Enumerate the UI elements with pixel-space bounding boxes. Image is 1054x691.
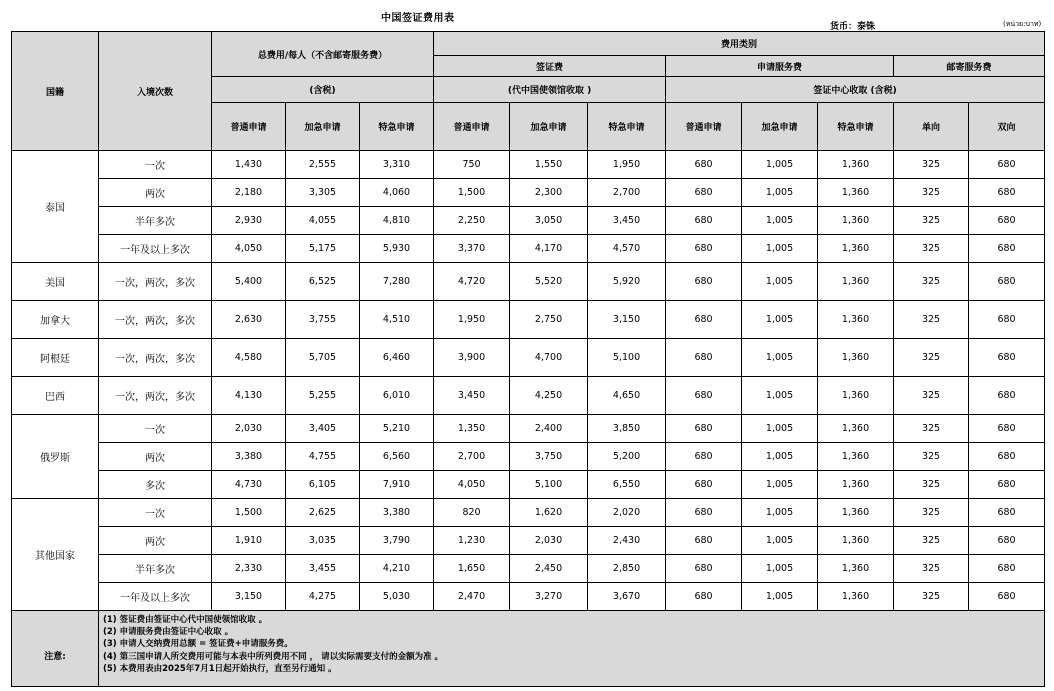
- fee-cell: 3,050: [510, 207, 588, 235]
- fee-cell: 3,455: [286, 555, 360, 583]
- header-visa-urgent: 特急申请: [588, 103, 666, 151]
- header-visa-fee: 签证费: [434, 56, 666, 77]
- fee-cell: 5,200: [588, 443, 666, 471]
- fee-cell: 680: [969, 339, 1045, 377]
- fee-cell: 2,250: [434, 207, 510, 235]
- entries-cell: 一年及以上多次: [99, 235, 212, 263]
- fee-cell: 1,360: [818, 263, 894, 301]
- fee-cell: 4,210: [360, 555, 434, 583]
- fee-cell: 4,755: [286, 443, 360, 471]
- visa-fee-table: [11, 31, 1045, 687]
- fee-cell: 325: [894, 377, 969, 415]
- fee-cell: 5,255: [286, 377, 360, 415]
- fee-cell: 2,700: [434, 443, 510, 471]
- fee-cell: 3,380: [360, 499, 434, 527]
- fee-cell: 680: [969, 443, 1045, 471]
- fee-cell: 325: [894, 207, 969, 235]
- fee-cell: 2,630: [212, 301, 286, 339]
- fee-cell: 2,180: [212, 179, 286, 207]
- fee-cell: 680: [969, 151, 1045, 179]
- fee-cell: 1,005: [742, 151, 818, 179]
- fee-cell: 1,360: [818, 339, 894, 377]
- nationality-cell: 巴西: [12, 377, 99, 415]
- fee-cell: 4,580: [212, 339, 286, 377]
- fee-cell: 1,005: [742, 583, 818, 611]
- fee-cell: 1,005: [742, 377, 818, 415]
- entries-cell: 多次: [99, 471, 212, 499]
- fee-cell: 680: [969, 415, 1045, 443]
- fee-cell: 680: [666, 207, 742, 235]
- header-service-fee: 申请服务费: [666, 56, 894, 77]
- entries-cell: 一次，两次，多次: [99, 301, 212, 339]
- header-fee-type: 费用类别: [434, 32, 1045, 56]
- table-row: [12, 207, 1045, 235]
- fee-cell: 4,720: [434, 263, 510, 301]
- header-visa-normal: 普通申请: [434, 103, 510, 151]
- entries-cell: 半年多次: [99, 207, 212, 235]
- table-row: [12, 235, 1045, 263]
- fee-cell: 680: [969, 377, 1045, 415]
- fee-cell: 680: [666, 151, 742, 179]
- fee-cell: 2,930: [212, 207, 286, 235]
- entries-cell: 两次: [99, 443, 212, 471]
- notes-label: 注意:: [12, 611, 99, 687]
- entries-cell: 一次，两次，多次: [99, 339, 212, 377]
- fee-cell: 3,850: [588, 415, 666, 443]
- fee-cell: 680: [666, 415, 742, 443]
- header-total-tax: (含税): [212, 77, 434, 103]
- fee-cell: 2,030: [510, 527, 588, 555]
- fee-cell: 1,360: [818, 207, 894, 235]
- fee-cell: 1,360: [818, 301, 894, 339]
- fee-cell: 6,550: [588, 471, 666, 499]
- currency-label: 货币：泰铢: [830, 22, 876, 32]
- table-row: [12, 377, 1045, 415]
- header-mail-one-way: 单向: [894, 103, 969, 151]
- fee-cell: 750: [434, 151, 510, 179]
- page-title: 中国签证费用表: [381, 13, 455, 24]
- fee-cell: 2,330: [212, 555, 286, 583]
- fee-cell: 1,360: [818, 235, 894, 263]
- fee-cell: 2,300: [510, 179, 588, 207]
- notes-cell: [99, 611, 1045, 687]
- fee-cell: 1,950: [434, 301, 510, 339]
- header-total-urgent: 特急申请: [360, 103, 434, 151]
- table-row: [12, 555, 1045, 583]
- fee-cell: 3,750: [510, 443, 588, 471]
- entries-cell: 一次，两次，多次: [99, 377, 212, 415]
- header-total-normal: 普通申请: [212, 103, 286, 151]
- fee-cell: 1,430: [212, 151, 286, 179]
- fee-cell: 1,005: [742, 415, 818, 443]
- fee-cell: 4,700: [510, 339, 588, 377]
- fee-cell: 3,670: [588, 583, 666, 611]
- header-service-normal: 普通申请: [666, 103, 742, 151]
- table-row: [12, 527, 1045, 555]
- fee-cell: 4,275: [286, 583, 360, 611]
- fee-cell: 6,525: [286, 263, 360, 301]
- fee-cell: 1,005: [742, 179, 818, 207]
- header-visa-fee-sub: (代中国使领馆收取 ): [434, 77, 666, 103]
- fee-cell: 7,280: [360, 263, 434, 301]
- fee-cell: 7,910: [360, 471, 434, 499]
- table-row: [12, 179, 1045, 207]
- fee-cell: 325: [894, 415, 969, 443]
- fee-cell: 1,910: [212, 527, 286, 555]
- table-row: [12, 151, 1045, 179]
- fee-cell: 2,450: [510, 555, 588, 583]
- fee-cell: 2,030: [212, 415, 286, 443]
- fee-cell: 1,360: [818, 583, 894, 611]
- table-row: [12, 499, 1045, 527]
- fee-cell: 1,005: [742, 443, 818, 471]
- fee-cell: 1,360: [818, 471, 894, 499]
- fee-cell: 325: [894, 527, 969, 555]
- fee-cell: 2,555: [286, 151, 360, 179]
- fee-cell: 3,270: [510, 583, 588, 611]
- header-entries: 入境次数: [99, 32, 212, 151]
- fee-cell: 6,105: [286, 471, 360, 499]
- fee-cell: 1,350: [434, 415, 510, 443]
- fee-cell: 325: [894, 499, 969, 527]
- fee-cell: 4,170: [510, 235, 588, 263]
- header-total: 总费用/每人（不含邮寄服务费）: [212, 32, 434, 77]
- table-row: [12, 583, 1045, 611]
- fee-cell: 5,400: [212, 263, 286, 301]
- fee-cell: 1,005: [742, 339, 818, 377]
- fee-cell: 680: [969, 583, 1045, 611]
- entries-cell: 一次，两次，多次: [99, 263, 212, 301]
- fee-cell: 1,005: [742, 527, 818, 555]
- fee-cell: 2,850: [588, 555, 666, 583]
- nationality-cell: 泰国: [12, 151, 99, 263]
- fee-cell: 325: [894, 443, 969, 471]
- nationality-cell: 俄罗斯: [12, 415, 99, 499]
- fee-cell: 5,705: [286, 339, 360, 377]
- fee-cell: 1,005: [742, 263, 818, 301]
- header-visa-express: 加急申请: [510, 103, 588, 151]
- fee-cell: 1,360: [818, 555, 894, 583]
- fee-cell: 3,150: [588, 301, 666, 339]
- table-row: [12, 471, 1045, 499]
- fee-cell: 680: [969, 207, 1045, 235]
- fee-cell: 5,175: [286, 235, 360, 263]
- note-item: (3) 申请人交纳费用总额 = 签证费+申请服务费。: [103, 639, 293, 650]
- fee-cell: 325: [894, 235, 969, 263]
- fee-cell: 6,010: [360, 377, 434, 415]
- fee-cell: 680: [969, 527, 1045, 555]
- fee-cell: 4,570: [588, 235, 666, 263]
- header-mail-fee: 邮寄服务费: [894, 56, 1045, 77]
- note-item: (1) 签证费由签证中心代中国使领馆收取 。: [103, 615, 268, 625]
- header-service-express: 加急申请: [742, 103, 818, 151]
- header-mail-two-way: 双向: [969, 103, 1045, 151]
- fee-cell: 4,510: [360, 301, 434, 339]
- fee-cell: 4,650: [588, 377, 666, 415]
- fee-cell: 1,005: [742, 235, 818, 263]
- fee-cell: 680: [969, 263, 1045, 301]
- fee-cell: 5,100: [510, 471, 588, 499]
- fee-cell: 3,370: [434, 235, 510, 263]
- fee-cell: 2,430: [588, 527, 666, 555]
- fee-cell: 1,360: [818, 527, 894, 555]
- fee-cell: 2,700: [588, 179, 666, 207]
- fee-cell: 2,020: [588, 499, 666, 527]
- entries-cell: 一年及以上多次: [99, 583, 212, 611]
- fee-cell: 680: [969, 301, 1045, 339]
- fee-cell: 1,360: [818, 377, 894, 415]
- fee-cell: 680: [666, 527, 742, 555]
- fee-cell: 325: [894, 583, 969, 611]
- fee-cell: 325: [894, 179, 969, 207]
- nationality-cell: 阿根廷: [12, 339, 99, 377]
- fee-cell: 5,520: [510, 263, 588, 301]
- fee-cell: 3,305: [286, 179, 360, 207]
- fee-cell: 4,060: [360, 179, 434, 207]
- table-row: [12, 301, 1045, 339]
- fee-cell: 1,650: [434, 555, 510, 583]
- fee-cell: 680: [666, 235, 742, 263]
- fee-cell: 680: [666, 179, 742, 207]
- table-row: [12, 443, 1045, 471]
- fee-cell: 680: [969, 555, 1045, 583]
- fee-cell: 680: [969, 499, 1045, 527]
- fee-cell: 3,405: [286, 415, 360, 443]
- fee-cell: 3,450: [588, 207, 666, 235]
- fee-cell: 4,050: [212, 235, 286, 263]
- fee-cell: 1,500: [212, 499, 286, 527]
- note-item: (2) 申请服务费由签证中心收取 。: [103, 627, 234, 638]
- header-center-sub: 签证中心收取 (含税): [666, 77, 1045, 103]
- fee-cell: 1,005: [742, 555, 818, 583]
- fee-cell: 3,150: [212, 583, 286, 611]
- entries-cell: 两次: [99, 527, 212, 555]
- fee-cell: 4,810: [360, 207, 434, 235]
- header-service-urgent: 特急申请: [818, 103, 894, 151]
- note-item: (4) 第三国申请人所交费用可能与本表中所列费用不同 ， 请以实际需要支付的金额为准 。: [103, 651, 444, 662]
- fee-cell: 1,360: [818, 151, 894, 179]
- fee-cell: 325: [894, 339, 969, 377]
- fee-cell: 2,625: [286, 499, 360, 527]
- fee-cell: 325: [894, 151, 969, 179]
- table-row: [12, 263, 1045, 301]
- fee-cell: 2,470: [434, 583, 510, 611]
- fee-cell: 5,030: [360, 583, 434, 611]
- fee-cell: 680: [666, 443, 742, 471]
- fee-cell: 5,930: [360, 235, 434, 263]
- fee-cell: 4,055: [286, 207, 360, 235]
- fee-cell: 3,380: [212, 443, 286, 471]
- fee-cell: 4,130: [212, 377, 286, 415]
- fee-cell: 680: [969, 471, 1045, 499]
- fee-cell: 3,790: [360, 527, 434, 555]
- table-row: [12, 339, 1045, 377]
- fee-cell: 1,360: [818, 415, 894, 443]
- fee-cell: 1,950: [588, 151, 666, 179]
- fee-cell: 2,400: [510, 415, 588, 443]
- fee-cell: 3,310: [360, 151, 434, 179]
- fee-cell: 1,360: [818, 499, 894, 527]
- header-total-express: 加急申请: [286, 103, 360, 151]
- fee-cell: 1,005: [742, 301, 818, 339]
- entries-cell: 半年多次: [99, 555, 212, 583]
- fee-cell: 5,210: [360, 415, 434, 443]
- fee-cell: 325: [894, 555, 969, 583]
- entries-cell: 一次: [99, 151, 212, 179]
- note-item: (5) 本费用表由2025年7月1日起开始执行，直至另行通知 。: [103, 663, 337, 674]
- fee-cell: 680: [666, 499, 742, 527]
- entries-cell: 一次: [99, 499, 212, 527]
- fee-cell: 680: [969, 179, 1045, 207]
- fee-cell: 1,005: [742, 207, 818, 235]
- fee-cell: 680: [666, 583, 742, 611]
- table-row: [12, 415, 1045, 443]
- fee-cell: 4,730: [212, 471, 286, 499]
- fee-cell: 325: [894, 263, 969, 301]
- unit-label: (หน่วย:บาท): [1003, 20, 1042, 28]
- fee-cell: 4,050: [434, 471, 510, 499]
- fee-cell: 680: [666, 377, 742, 415]
- entries-cell: 一次: [99, 415, 212, 443]
- fee-cell: 680: [666, 339, 742, 377]
- fee-cell: 3,900: [434, 339, 510, 377]
- fee-cell: 680: [666, 301, 742, 339]
- header-nationality: 国籍: [12, 32, 99, 151]
- nationality-cell: 其他国家: [12, 499, 99, 611]
- fee-cell: 1,230: [434, 527, 510, 555]
- entries-cell: 两次: [99, 179, 212, 207]
- fee-cell: 5,100: [588, 339, 666, 377]
- fee-cell: 2,750: [510, 301, 588, 339]
- fee-cell: 1,360: [818, 443, 894, 471]
- fee-cell: 1,620: [510, 499, 588, 527]
- fee-cell: 820: [434, 499, 510, 527]
- fee-cell: 1,360: [818, 179, 894, 207]
- fee-cell: 1,550: [510, 151, 588, 179]
- fee-cell: 3,450: [434, 377, 510, 415]
- fee-cell: 5,920: [588, 263, 666, 301]
- fee-cell: 1,005: [742, 471, 818, 499]
- fee-cell: 6,560: [360, 443, 434, 471]
- fee-cell: 325: [894, 301, 969, 339]
- fee-cell: 1,005: [742, 499, 818, 527]
- nationality-cell: 美国: [12, 263, 99, 301]
- fee-cell: 680: [666, 263, 742, 301]
- fee-cell: 680: [666, 471, 742, 499]
- fee-cell: 325: [894, 471, 969, 499]
- fee-cell: 3,035: [286, 527, 360, 555]
- nationality-cell: 加拿大: [12, 301, 99, 339]
- fee-cell: 3,755: [286, 301, 360, 339]
- fee-cell: 1,500: [434, 179, 510, 207]
- fee-cell: 6,460: [360, 339, 434, 377]
- fee-cell: 4,250: [510, 377, 588, 415]
- fee-cell: 680: [969, 235, 1045, 263]
- fee-cell: 680: [666, 555, 742, 583]
